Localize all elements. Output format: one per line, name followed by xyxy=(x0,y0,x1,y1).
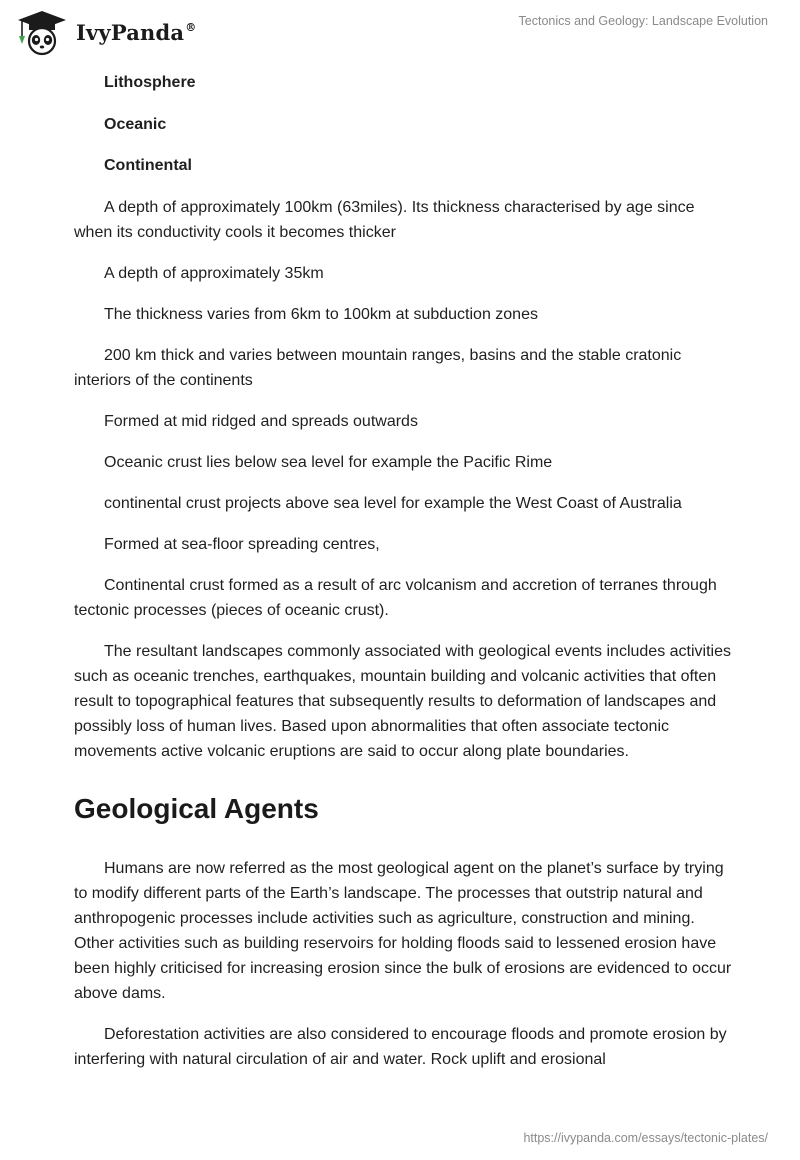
paragraph: continental crust projects above sea level for example the West Coast of Australia xyxy=(104,494,682,512)
paragraph: Formed at sea-floor spreading centres, xyxy=(104,535,380,553)
paragraph: Formed at mid ridged and spreads outwards xyxy=(104,412,418,430)
paragraph: A depth of approximately 35km xyxy=(104,264,324,282)
table-label-oceanic: Oceanic xyxy=(104,115,167,133)
brand-logo[interactable] xyxy=(14,8,196,56)
paragraph: Deforestation activities are also considered to encourage floods and promote erosion by interfering with natural circulation of air and water. Rock uplift and erosional xyxy=(74,1025,727,1068)
brand-name: IvyPanda® xyxy=(76,19,197,45)
paragraph: Humans are now referred as the most geological agent on the planet’s surface by trying to modify different parts of the Earth’s landscape. The processes that outstrip natural and anthropogenic processes include activities such as agriculture, construction and mining. Other activities such as building reservoirs for holding floods said to lessened erosion have been highly criticised for increasing erosion since the bulk of erosions are evidenced to occur above dams. xyxy=(74,859,732,1002)
page-header xyxy=(0,0,800,66)
paragraph: 200 km thick and varies between mountain ranges, basins and the stable cratonic interiors of the continents xyxy=(74,346,682,389)
section-heading: Geological Agents xyxy=(74,792,319,824)
paragraph: Oceanic crust lies below sea level for example the Pacific Rime xyxy=(104,453,553,471)
running-title: Tectonics and Geology: Landscape Evolution xyxy=(518,14,768,28)
source-url[interactable]: https://ivypanda.com/essays/tectonic-plates/ xyxy=(523,1131,768,1145)
paragraph: The resultant landscapes commonly associated with geological events includes activities such as oceanic trenches, earthquakes, mountain building and volcanic activities that often result to topographical features that subsequently results to deformation of landscapes and possibly loss of human lives. Based upon abnormalities that often associate tectonic movements active volcanic eruptions are said to occur along plate boundaries. xyxy=(74,642,731,760)
paragraph: A depth of approximately 100km (63miles). Its thickness characterised by age since when its conductivity cools it becomes thicker xyxy=(74,198,695,241)
panda-graduate-icon xyxy=(14,8,70,56)
table-label-continental: Continental xyxy=(104,157,192,174)
paragraph: The thickness varies from 6km to 100km at subduction zones xyxy=(104,305,538,323)
essay-body xyxy=(74,70,734,1088)
paragraph: Continental crust formed as a result of arc volcanism and accretion of terranes through tectonic processes (pieces of oceanic crust). xyxy=(74,576,717,619)
table-label-lithosphere: Lithosphere xyxy=(104,74,196,91)
